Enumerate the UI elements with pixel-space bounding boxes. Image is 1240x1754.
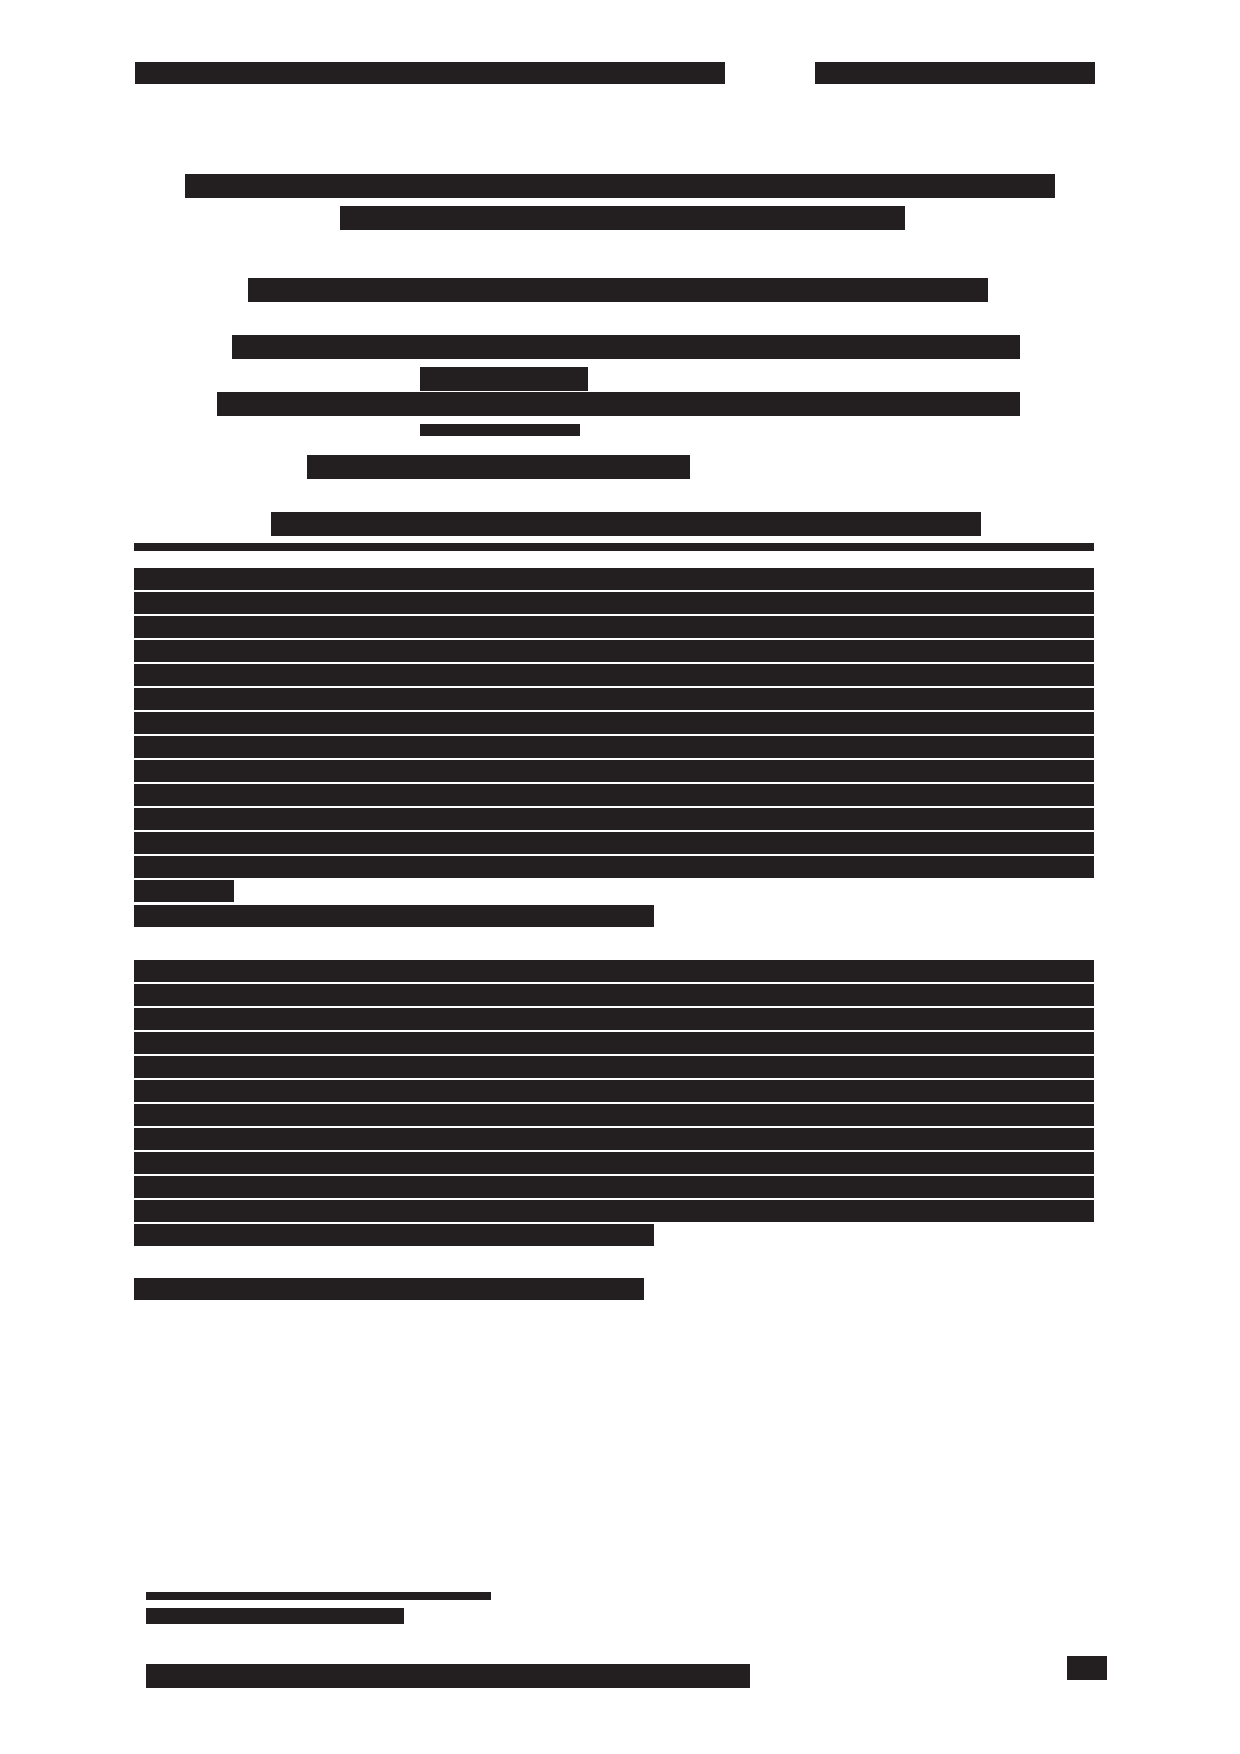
abstract-line — [134, 688, 1094, 710]
abstract-line — [134, 880, 234, 902]
body-line — [134, 1176, 1094, 1198]
abstract-line — [134, 736, 1094, 758]
page-number — [1067, 1656, 1107, 1680]
body-line — [134, 1056, 1094, 1078]
page-footer — [146, 1664, 750, 1688]
abstract-line — [134, 640, 1094, 662]
affiliation-line — [420, 367, 588, 391]
author-list — [248, 278, 988, 302]
body-line — [134, 1104, 1094, 1126]
affiliation-line — [307, 455, 690, 479]
abstract-line — [134, 832, 1094, 854]
received-accepted-dates — [271, 512, 981, 536]
abstract-line — [134, 568, 1094, 590]
abstract-line — [134, 616, 1094, 638]
body-line — [134, 1008, 1094, 1030]
abstract-line — [134, 592, 1094, 614]
section-heading — [134, 1278, 644, 1300]
keywords — [134, 905, 654, 927]
footnote — [146, 1608, 404, 1624]
top-rule — [134, 543, 1094, 551]
footnote-rule — [146, 1592, 491, 1600]
affiliation-line — [420, 424, 580, 436]
body-line — [134, 1032, 1094, 1054]
abstract-line — [134, 760, 1094, 782]
affiliation-line — [232, 335, 1020, 359]
issn-header — [815, 62, 1095, 84]
abstract-line — [134, 664, 1094, 686]
body-line — [134, 984, 1094, 1006]
abstract-line — [134, 784, 1094, 806]
body-line — [134, 960, 1094, 982]
body-line — [134, 1128, 1094, 1150]
title-line — [185, 174, 1055, 198]
affiliation-line — [217, 392, 1020, 416]
body-line — [134, 1080, 1094, 1102]
abstract-line — [134, 856, 1094, 878]
body-line — [134, 1152, 1094, 1174]
abstract-line — [134, 808, 1094, 830]
abstract-line — [134, 712, 1094, 734]
body-line — [134, 1200, 1094, 1222]
body-line — [134, 1224, 654, 1246]
title-line — [340, 206, 905, 230]
journal-header — [135, 62, 725, 84]
